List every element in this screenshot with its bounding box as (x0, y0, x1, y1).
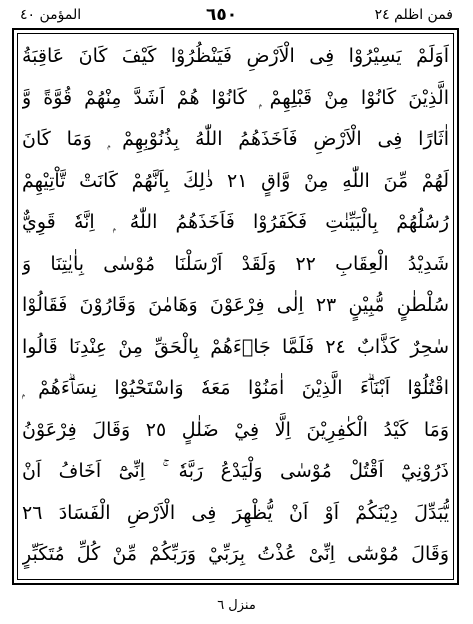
text-line-8: سٰحِرٌ كَذَّابٌ ٢٤ فَلَمَّا جَاۗءَهُمْ بِالْحَقِّ مِنْ عِنْدِنَا قَالُوا (22, 335, 449, 358)
manzil-label: منزل ٦ (217, 598, 256, 613)
page-number: ٦٥٠ (206, 5, 238, 25)
page-header (0, 2, 473, 30)
text-line-11: ذَرُوْنِيْٓ اَقْتُلْ مُوْسٰى وَلْيَدْعُ رَبَّهٗ ۚ اِنِّىْٓ اَخَافُ اَنْ (22, 460, 449, 482)
text-line-10: وَمَا كَيْدُ الْكٰفِرِيْنَ اِلَّا فِيْ ضَلٰلٍ ٢٥ وَقَالَ فِرْعَوْنُ (22, 418, 449, 441)
text-line-3: اٰثَارًا فِى الْاَرْضِ فَاَخَذَهُمُ اللّٰهُ بِذُنُوْبِهِمْ ۭ وَمَا كَانَ (22, 128, 449, 150)
surah-name: المؤمن ٤٠ (20, 7, 82, 23)
text-line-12: يُّبَدِّلَ دِيْنَكُمْ اَوْ اَنْ يُّظْهِرَ فِى الْاَرْضِ الْفَسَادَ ٢٦ (22, 501, 449, 524)
verse-text-block (22, 36, 449, 576)
text-line-6: شَدِيْدُ الْعِقَابِ ٢٢ وَلَقَدْ اَرْسَلْنَا مُوْسٰى بِاٰيٰتِنَا وَ (22, 252, 449, 275)
text-line-5: رُسُلُهُمْ بِالْبَيِّنٰتِ فَكَفَرُوْا فَاَخَذَهُمُ اللّٰهُ ۭ اِنَّهٗ قَوِيٌّ (22, 211, 449, 233)
juz-name: فمن اظلم ٢٤ (374, 7, 453, 23)
page-footer (0, 594, 473, 618)
text-line-2: الَّذِيْنَ كَانُوْا مِنْ قَبْلِهِمْ ۭ كَانُوْا هُمْ اَشَدَّ مِنْهُمْ قُوَّةً وَّ (22, 86, 449, 109)
text-line-1: اَوَلَمْ يَسِيْرُوْا فِى الْاَرْضِ فَيَنْظُرُوْا كَيْفَ كَانَ عَاقِبَةُ (22, 45, 449, 67)
text-line-13: وَقَالَ مُوْسٰٓى اِنِّىْ عُذْتُ بِرَبِّيْ وَرَبِّكُمْ مِّنْ كُلِّ مُتَكَبِّرٍ (22, 543, 449, 565)
text-line-9: اقْتُلُوْٓا اَبْنَاۗءَ الَّذِيْنَ اٰمَنُوْا مَعَهٗ وَاسْتَحْيُوْا نِسَاۗءَهُمْ ۭ (22, 377, 449, 399)
text-line-7: سُلْطٰنٍ مُّبِيْنٍ ٢٣ اِلٰى فِرْعَوْنَ وَهَامٰنَ وَقَارُوْنَ فَقَالُوْا (22, 294, 449, 316)
text-line-4: لَهُمْ مِّنَ اللّٰهِ مِنْ وَّاقٍ ٢١ ذٰلِكَ بِاَنَّهُمْ كَانَتْ تَّاْتِيْهِمْ (22, 169, 449, 192)
